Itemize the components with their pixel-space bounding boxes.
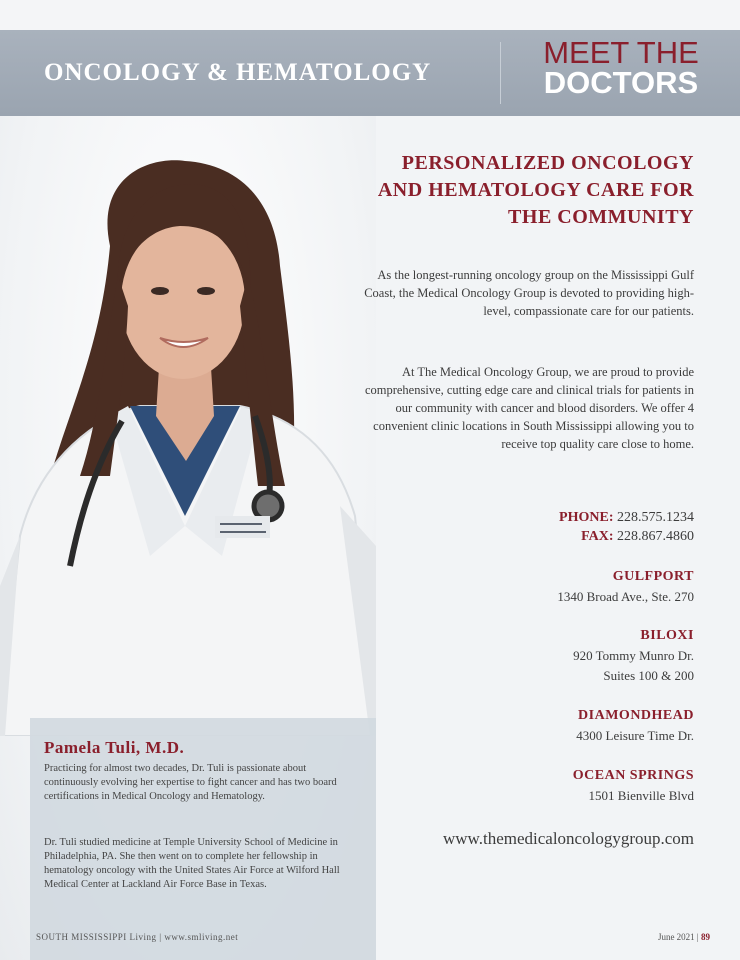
contact-block xyxy=(559,508,694,546)
location-name: DIAMONDHEAD xyxy=(578,708,694,723)
top-margin xyxy=(0,0,740,30)
fax-number: 228.867.4860 xyxy=(617,529,694,544)
page-number: 89 xyxy=(701,932,710,942)
fax-label: FAX: xyxy=(581,529,614,544)
location-address: 1340 Broad Ave., Ste. 270 xyxy=(557,589,694,604)
location-diamondhead xyxy=(576,706,694,746)
intro-paragraph: As the longest-running oncology group on the Mississippi Gulf Coast, the Medical Oncology Group is devoted to providing high-level, compassionate care for our patients. xyxy=(364,268,694,318)
doctor-name: Pamela Tuli, M.D. xyxy=(44,738,185,757)
location-address: 1501 Bienville Blvd xyxy=(588,788,694,803)
footer-publication: SOUTH MISSISSIPPI Living | www.smliving.net xyxy=(36,932,239,942)
fax-line xyxy=(559,527,694,546)
footer-page-info xyxy=(658,932,710,942)
location-name: OCEAN SPRINGS xyxy=(572,768,694,783)
location-address: 920 Tommy Munro Dr. xyxy=(573,648,694,663)
location-ocean-springs xyxy=(573,766,694,806)
section-title: ONCOLOGY & HEMATOLOGY xyxy=(44,59,432,86)
services-paragraph: At The Medical Oncology Group, we are proud to provide comprehensive, cutting edge care and clinical trials for patients in our community with cancer and blood disorders. We offer 4 convenient clinic locations in South Mississippi allowing you to receive top quality care close to home. xyxy=(364,365,694,451)
location-biloxi xyxy=(573,626,694,686)
phone-label: PHONE: xyxy=(559,510,614,525)
website-link[interactable]: www.themedicaloncologygroup.com xyxy=(443,829,694,848)
banner-divider xyxy=(500,42,501,104)
doctors-line: DOCTORS xyxy=(543,65,699,100)
doctor-bio-paragraph: Practicing for almost two decades, Dr. Tuli is passionate about continuously evolving her expertise to fight cancer and has two board certifications in Medical Oncology and Hematology. xyxy=(44,763,337,802)
doctor-portrait xyxy=(0,116,376,736)
footer-date: June 2021 | xyxy=(657,932,699,942)
location-name: GULFPORT xyxy=(612,569,694,584)
meet-the-doctors-logo xyxy=(518,35,724,100)
meet-line: MEET THE xyxy=(543,35,699,70)
page-headline: PERSONALIZED ONCOLOGY AND HEMATOLOGY CARE FOR THE COMMUNITY xyxy=(377,152,694,228)
phone-line xyxy=(559,508,694,527)
location-address: 4300 Leisure Time Dr. xyxy=(576,728,694,743)
location-name: BILOXI xyxy=(640,628,694,643)
doctor-bio-paragraph: Dr. Tuli studied medicine at Temple University School of Medicine in Philadelphia, PA. She then went on to complete her fellowship in hematology oncology with the United States Air Force at Wilford Hall Medical Center at Lackland Air Force Base in Texas. xyxy=(44,837,340,890)
phone-number[interactable]: 228.575.1234 xyxy=(617,510,694,525)
location-gulfport xyxy=(557,567,694,607)
location-address-line2: Suites 100 & 200 xyxy=(603,668,694,683)
